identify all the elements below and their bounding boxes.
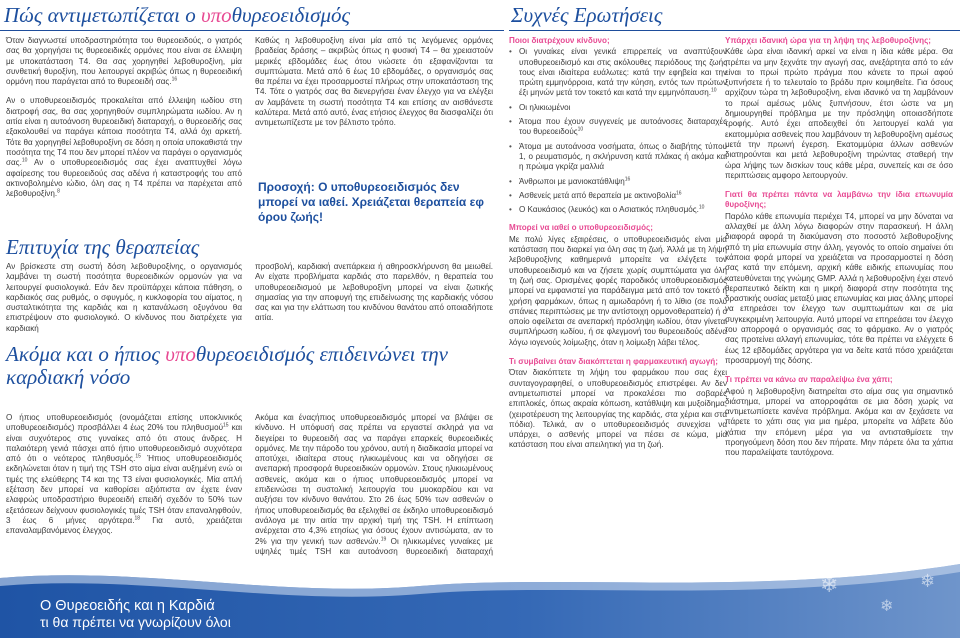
risk-list	[509, 47, 727, 215]
snowflake-icon: ❄	[820, 572, 839, 597]
left-col-a3	[6, 413, 242, 546]
risk-list-item: • Ασθενείς μετά από θεραπεία με ακτινοβολία$^{16}$	[509, 191, 727, 201]
answer-ideal-time: Κάθε ώρα είναι ιδανική αρκεί να είναι η ίδια κάθε μέρα. Θα πρέπει να μην ξεχνάτε την αγωγή σας, ανεξάρτητα από το εάν είναι το πρωί πρώτο πράγμα που κάνετε το πρωί αφού ξυπνήσετε ή το τελευταίο το βράδυ πριν κοιμηθείτε. Για όσους αρχίζουν τώρα τη λεβοθυροξίνη, είναι ιδανικό να τη λαμβάνουν το πρωί αμέσως μόλις ξυπνήσουν, έτσι ώστε να μη δημιουργηθεί πρόβλημα με την πρόσληψη οποιασδήποτε τροφής. Αυτό έχει αποδειχθεί ότι λειτουργεί καλά για εκατομμύρια ασθενείς που λαμβάνουν τη λεβοθυροξίνη αμέσως μετά την πρωινή έγερση. Εκατομμύρια άλλων ασθενών διατηρούνται και μετά λεβοθυροξίνη τηρώντας σταθερή την ώρα λήψης των δισκίων τους κάθε μέρα, συνεπείς και σε όσο περιπτώσεις αμφορο λειτουργούν.	[725, 47, 953, 180]
paragraph-slow-hormone: Καθώς η λεβοθυροξίνη είναι μία από τις λεγόμενες ορμόνες βραδείας δράσης – ακριβώς όπως η φυσική T4 – θα χρειαστούν μερικές εβδομάδες έως ότου νιώσετε ότι εξαφανίζονται τα συμπτώματα. Μετά από 6 έως 10 εβδομάδες, ο οργανισμός σας θα πρέπει να έχει προσαρμοστεί πλήρως στην υποκατάσταση της T4. Τότε ο γιατρός σας θα διενεργήσει έναν έλεγχο για να ελέγξει αν λαμβάνετε τη σωστή ποσότητα T4 και επίσης αν αισθάνεστε καλύτερα. Μετά από αυτό, ένας ετήσιος έλεγχος θα διασφαλίζει ότι αντιμετωπίζεστε με τον βέλτιστο τρόπο.	[255, 36, 493, 128]
paragraph-success: Αν βρίσκεστε στη σωστή δόση λεβοθυροξίνης, ο οργανισμός λαμβάνει τη σωστή ποσότητα θυρεοειδικών ορμονών για να λειτουργεί φυσιολογικά. Εάν δεν προϋπάρχει κάποια πάθηση, ο καρδιακός σας ρυθμός, ο σφυγμός, η κυκλοφορία του αίματος, η συσταλτικότητα της καρδιάς και η κατανάλωση οξυγόνου θα επιστρέψουν στο φυσιολογικό. Ο κίνδυνος που διατρέχετε για καρδιακή	[6, 262, 242, 333]
left-col-a2	[6, 262, 242, 343]
question-missed-pill: Τι πρέπει να κάνω αν παραλείψω ένα χάπι;	[725, 375, 893, 385]
paragraph-elderly-risk: Ακόμα και έναςήπιος υποθυρεοειδισμός μπορεί να βλάψει σε κίνδυνο. Η υπόφυσή σας πρέπει να εργαστεί σκληρά για να διεγείρει το θυρεοειδή σας να παράγει επαρκείς θυρεοειδικές ορμόνες. Με την πάροδο του χρόνου, αυτή η διαδικασία μπορεί να αποτύχει, ιδιαίτερα στους ηλικιωμένους και να οδηγήσει σε ανεπαρκή προσφορά θυρεοειδικών ορμονών. Στους ηλικιωμένους ασθενείς, ακόμα και ο ήπιος υποθυρεοειδισμός μπορεί να επιδεινώσει τη συστολική λειτουργία του μυοκαρδίου και να αυξήσει τον κίνδυνο θανάτου. Στο 26 έως 50% των ασθενών ο ήπιος υποθυρεοειδισμός θα εξελιχθεί σε έκδηλο υποθυρεοειδισμό ανάλογα με την αιτία την αρχική τιμή της TSH. Η επίπτωση ανέρχεται στο 4,3% ετησίως για όσους έχουν αντισώματα, αν το 2% για την γενική των ασθενών.$^{19}$ Οι ηλικιωμένες γυναίκες με υψηλές τιμές TSH και αυτοάνοση θυρεοειδική διαταραχή	[255, 413, 493, 556]
faq-title: Συχνές Ερωτήσεις	[511, 3, 663, 27]
faq-col-b	[725, 36, 953, 468]
faq-col-a	[509, 36, 727, 460]
left-col-b	[255, 36, 493, 138]
footer-subtitle: τι θα πρέπει να γνωρίζουν όλοι	[40, 614, 231, 630]
paragraph-mild-hypo: Ο ήπιος υποθυρεοειδισμός (ονομάζεται επίσης υποκλινικός υποθυρεοειδισμός) προσβάλλει 4 έως 20% του πληθυσμού$^{15}$ και είναι συχνότερος στις γυναίκες από ότι στους άνδρες. Η παλαιότερη γενιά πάσχει από ήπιο υποθυρεοειδισμό συχνότερα από ότι ο νεότερος πληθυσμός.$^{15}$ Ήπιος υποθυρεοειδισμός εκδηλώνεται όταν η τιμή της TSH στο αίμα είναι αυξημένη ενώ οι τιμές της ελεύθερης T4 και της T3 είναι φυσιολογικές. Μία απλή εξέταση δεν μπορεί να καθορίσει αξιόπιστα αν έχετε έναν ελαφρώς υποδραστήριο θυρεοειδή επειδή σχεδόν το 50% των εξετάσεων δείχνουν φυσιολογικές τιμές TSH όταν επαναληφθούν, 3 έως 6 μήνες αργότερα.$^{18}$ Για αυτό, χρειάζεται επαναλαμβανόμενος έλεγχος.	[6, 413, 242, 536]
risk-list-item: • Οι ηλικιωμένοι	[509, 103, 727, 113]
risk-list-item: • Άτομα που έχουν συγγενείς με αυτοάνοσες διαταραχές του θυρεοειδούς$^{10}$	[509, 117, 727, 138]
answer-stop-treatment: Όταν διακόπτετε τη λήψη του φαρμάκου που σας έχει συνταγογραφηθεί, ο υποθυρεοειδισμός επιστρέφει. Αν δεν αντιμετωπιστεί μπορεί να προκαλέσει πιο σοβαρές επιπλοκές, όπως ακραία κόπωση, κατάθλιψη και μυξοίδημα, (χειροτέρευση της λειτουργίας της καρδιάς, στα χέρια και στα πόδια). Τελικά, αν ο υποθυρεοειδισμός συνεχίσει να υπάρχει, ο ασθενής μπορεί να πέσει σε κώμα, μία κατάσταση που είναι απειλητική για τη ζωή.	[509, 368, 727, 450]
question-same-brand: Γιατί θα πρέπει πάντα να λαμβάνω την ίδια επωνυμία θυροξίνης;	[725, 190, 953, 210]
paragraph-iodine: Αν ο υποθυρεοειδισμός προκαλείται από έλλειψη ιωδίου στη διατροφή σας, θα σας χορηγηθούν συμπληρώματα ιωδίου. Αν η αιτία είναι η αυτοάνοση θυρεοειδική διαταραχή, ο θυρεοειδής σας εξακολουθεί να παράγει κάποια ποσότητα T4, αλλά όχι αρκετή. Τότε θα χορηγηθεί λεβοθυροξίνη σε δόση η οποία υποκαθιστά την ποσότητα της T4 που δεν μπορεί πλέον να παράγει ο οργανισμός σας.$^{10}$ Αν ο υποθυρεοειδισμός σας έχει αναπτυχθεί λόγω αφαίρεσης του θυρεοειδούς σας αδένα ή καταστροφής του από ακτινοβολημένο ιώδιο, όλη σας η T4 πρέπει να παρέχεται από λεβοθυροξίνη.$^8$	[6, 96, 242, 199]
left-col-a	[6, 36, 242, 208]
question-stop-treatment: Τι συμβαίνει όταν διακόπτεται η φαρμακευτική αγωγή;	[509, 357, 718, 367]
snowflake-icon: ❄	[920, 571, 936, 591]
paragraph-heart-risk: προσβολή, καρδιακή ανεπάρκεια ή αθηροσκλήρυνση θα μειωθεί. Αν είχατε προβλήματα καρδιάς στο παρελθόν, η θεραπεία του υποθυρεοειδισμού με λεβοθυροξίνη μπορεί να είναι ζωτικής σημασίας για την αποφυγή της επιδείνωσης της καρδιακής νόσου σας και για την ελάττωση του κινδύνου θανάτου από οποιαδήποτε αιτία.	[255, 262, 493, 323]
risk-list-item: • Ο Καυκάσιος (λευκός) και ο Ασιατικός πληθυσμός.$^{10}$	[509, 205, 727, 215]
snowflake-icon: ❄	[880, 598, 894, 615]
warning-highlight: Προσοχή: Ο υποθυρεοειδισμός δεν μπορεί να ιαθεί. Χρειάζεται θεραπεία εφ όρου ζωής!	[258, 180, 484, 224]
paragraph-treatment: Όταν διαγνωστεί υποδραστηριότητα του θυρεοειδούς, ο γιατρός σας θα χορηγήσει τις θυρεοειδικές ορμόνες που είναι σε έλλειψη με υποκατάσταση T4. Θα σας χορηγηθεί λεβοθυροξίνη, μία συνθετική θυροξίνη, που λειτουργεί ακριβώς όπως η θυρεοειδική ορμόνη που παράγεται από το θυρεοειδή σας.$^{16}$	[6, 36, 242, 87]
footer-title: Ο Θυρεοειδής και η Καρδιά	[40, 598, 215, 614]
risk-list-item: • Άτομα με αυτοάνοσα νοσήματα, όπως ο διαβήτης τύπου 1, ο ρευματισμός, η σκλήρυνση κατά πλάκας ή ακόμα και η πρώιμα γκρίζα μαλλιά	[509, 142, 727, 173]
answer-same-brand: Παρόλο κάθε επωνυμία περιέχει T4, μπορεί να μην δύναται να αλλαχθεί με άλλη λόγω διαφορών στην παρασκευή. Η άλλη διαφορά αφορά τη διακύμανση στο ποσοστό λεβοθυροξίνης από τη μία επωνυμία στην άλλη, γεγονός το οποίο σημαίνει ότι κάποια φορά μπορεί να χρειάζεται να προσαρμοστεί η δόση σας κατά την επόμενη, αρχική κάθε ειδικής επωνυμίας που κατευθύνεται της γνώμης GMP. Αλλά η λεβοθυροξίνη έχει στενό θεραπευτικό δείκτη και η μικρή διαφορά στην ποσότητα της δραστικής ουσίας μεταξύ μιας επωνυμίας και μιας άλλης μπορεί να επηρεάσει τον έλεγχο των συμπτωμάτων και σε μία συγκεκριμένη λειτουργία. Αυτό μπορεί να επηρεάσει τον έλεγχο του απορροφά ο οργανισμός σας το φάρμακο. Αν ο γιατρός σας προτείνει αλλαγή επωνυμίας, τότε θα πρέπει να ελέγχετε 6 έως 12 εβδομάδες αργότερα για να δείτε κατά πόσο χρειάζεται προσαρμογή της δόσης.	[725, 211, 953, 365]
left-col-b2	[255, 262, 493, 333]
mild-heading: Ακόμα και ο ήπιος υποθυρεοειδισμός επιδεινώνει την καρδιακή νόσο	[6, 342, 448, 389]
risk-list-item: • Οι γυναίκες είναι γενικά επιρρεπείς να αναπτύξουν υποθυρεοειδισμό και στις ακόλουθες περιόδους της ζωής τους είναι ιδιαίτερα ευάλωτες: κατά την εφηβεία και την πρώτη εμμηνόρροια, κατά την κύηση, εντός των πρώτων έξι μηνών μετά τον τοκετό και κατά την εμμηνόπαυση.$^{10}$	[509, 47, 727, 98]
question-ideal-time: Υπάρχει ιδανική ώρα για τη λήψη της λεβοθυροξίνης;	[725, 36, 932, 45]
success-heading: Επιτυχία της θεραπείας	[6, 235, 200, 259]
risk-list-item: • Άνθρωποι με μανιοκατάθλιψη$^{16}$	[509, 177, 727, 187]
answer-cure: Με πολύ λίγες εξαιρέσεις, ο υποθυρεοειδισμός είναι μία κατάσταση που διαρκεί για όλη σας τη ζωή. Άλλά με τη λήψη λεβοθυροξίνης καθημερινά μπορείτε να ελέγξετε τον υποθυρεοειδισμό και να ζήσετε χωρίς συμπτώματα για όλη τη ζωή σας. Ορισμένες φορές παροδικός υποθυρεοειδισμός μπορεί να εμφανιστεί για παράδειγμα μετά από τον τοκετό ή χρήση φαρμάκων, όπως η αμιωδαρόνη ή το λίθιο (σε πολύ σπάνιες περιπτώσεις με την αντίστοιχη ορμονοθεραπεία) ή ο οποίο οφείλεται σε ανεπαρκή πρόσληψη ιωδίου, όταν γίνεται συμπλήρωση ιωδίου, ή σε φλεγμονή του θυρεοειδούς αδένα λόγω ιογενούς λοίμωξης, όταν η λοίμωξη λάβει τέλος.	[509, 234, 727, 347]
question-who-at-risk: Ποιοι διατρέχουν κίνδυνο;	[509, 36, 610, 45]
answer-missed-pill: Αφού η λεβοθυροξίνη διατηρείται στο αίμα σας για σημαντικό διάστημα, μπορεί να απορροφάται σε μια δόση χωρίς να αντιμετωπίσετε κανένα πρόβλημα. Ακόμα και αν ξεχάσετε να πάρετε το χάπι σας για μια ημέρα, μπορείτε να λάβετε δύο χάπια την επόμενη μέρα για να αντισταθμίσετε την προηγούμενη δόση που δεν πήρατε. Μην πάρετε όλα τα χάπια που παραλείψατε ταυτόχρονα.	[725, 386, 953, 458]
left-page-title: Πώς αντιμετωπίζεται ο υποθυρεοειδισμός	[4, 3, 351, 27]
question-cure: Μπορεί να ιαθεί ο υποθυρεοειδισμός;	[509, 223, 653, 233]
